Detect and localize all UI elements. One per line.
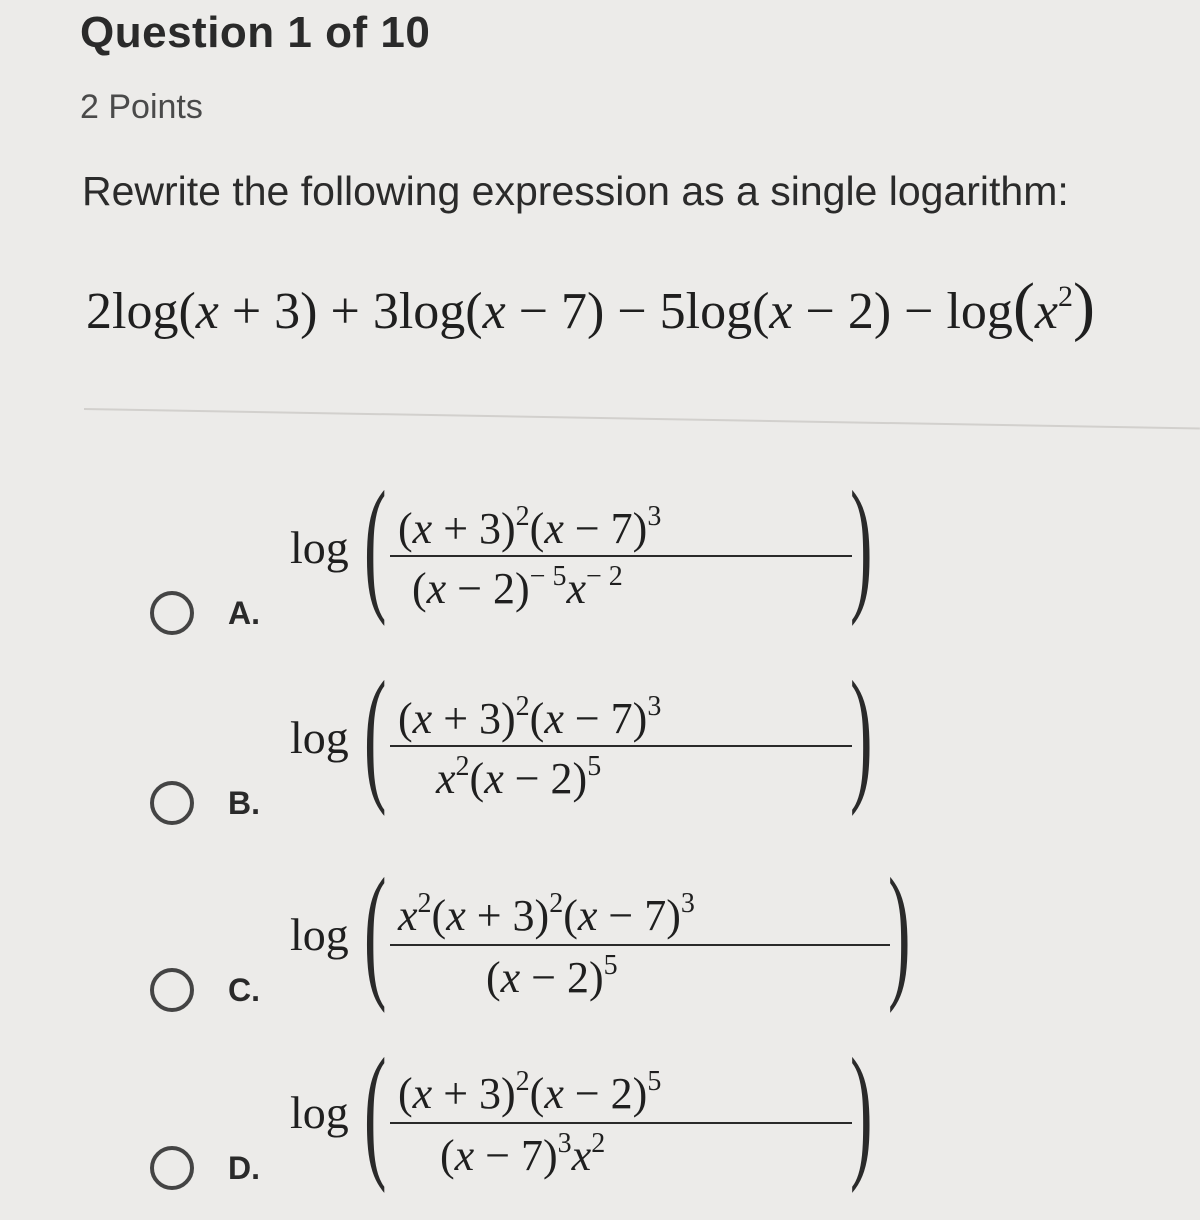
log-text: log — [290, 712, 349, 763]
fraction-bar — [390, 1122, 852, 1124]
left-paren: ( — [364, 1028, 387, 1194]
radio-button-d[interactable] — [150, 1146, 194, 1190]
log-text: log — [290, 909, 349, 960]
option-letter-c: C. — [228, 972, 260, 1008]
right-paren: ) — [850, 1028, 873, 1194]
left-paren: ( — [364, 651, 387, 817]
divider — [84, 408, 1200, 429]
option-letter-b: B. — [228, 785, 260, 821]
answer-option-c[interactable] — [150, 848, 911, 1028]
numerator: $(x + 3)^2(x - 7)^3$ — [398, 501, 662, 553]
log-text: log — [290, 522, 349, 573]
right-paren: ) — [850, 651, 873, 817]
radio-button-a[interactable] — [150, 591, 194, 635]
right-paren: ) — [850, 461, 873, 627]
answer-option-b[interactable] — [150, 651, 873, 835]
option-letter-a: A. — [228, 595, 260, 631]
radio-button-c[interactable] — [150, 968, 194, 1012]
denominator: $(x - 2)^{- 5}x^{- 2}$ — [412, 561, 623, 613]
left-paren: ( — [364, 848, 387, 1014]
answer-option-d[interactable] — [150, 1028, 873, 1220]
denominator: $x^2(x - 2)^5$ — [436, 751, 602, 803]
fraction-bar — [390, 944, 890, 946]
option-letter-d: D. — [228, 1150, 260, 1186]
numerator: $(x + 3)^2(x - 2)^5$ — [398, 1066, 662, 1118]
question-points: 2 Points — [80, 88, 203, 126]
question-expression: $2\log(x + 3) + 3\log(x - 7) - 5\log(x - 2) - \log(x^2)$ — [86, 270, 1095, 343]
numerator: $x^2(x + 3)^2(x - 7)^3$ — [398, 888, 695, 940]
log-text: log — [290, 1087, 349, 1138]
question-prompt: Rewrite the following expression as a single logarithm: — [82, 168, 1069, 214]
fraction-bar — [390, 555, 852, 557]
left-paren: ( — [364, 461, 387, 627]
denominator: $(x - 2)^5$ — [486, 950, 618, 1002]
radio-button-b[interactable] — [150, 781, 194, 825]
answer-option-a[interactable] — [150, 461, 873, 645]
denominator: $(x - 7)^3x^2$ — [440, 1128, 606, 1180]
fraction-bar — [390, 745, 852, 747]
right-paren: ) — [888, 848, 911, 1014]
question-title: Question 1 of 10 — [80, 8, 431, 57]
question-header — [80, 8, 430, 127]
numerator: $(x + 3)^2(x - 7)^3$ — [398, 691, 662, 743]
